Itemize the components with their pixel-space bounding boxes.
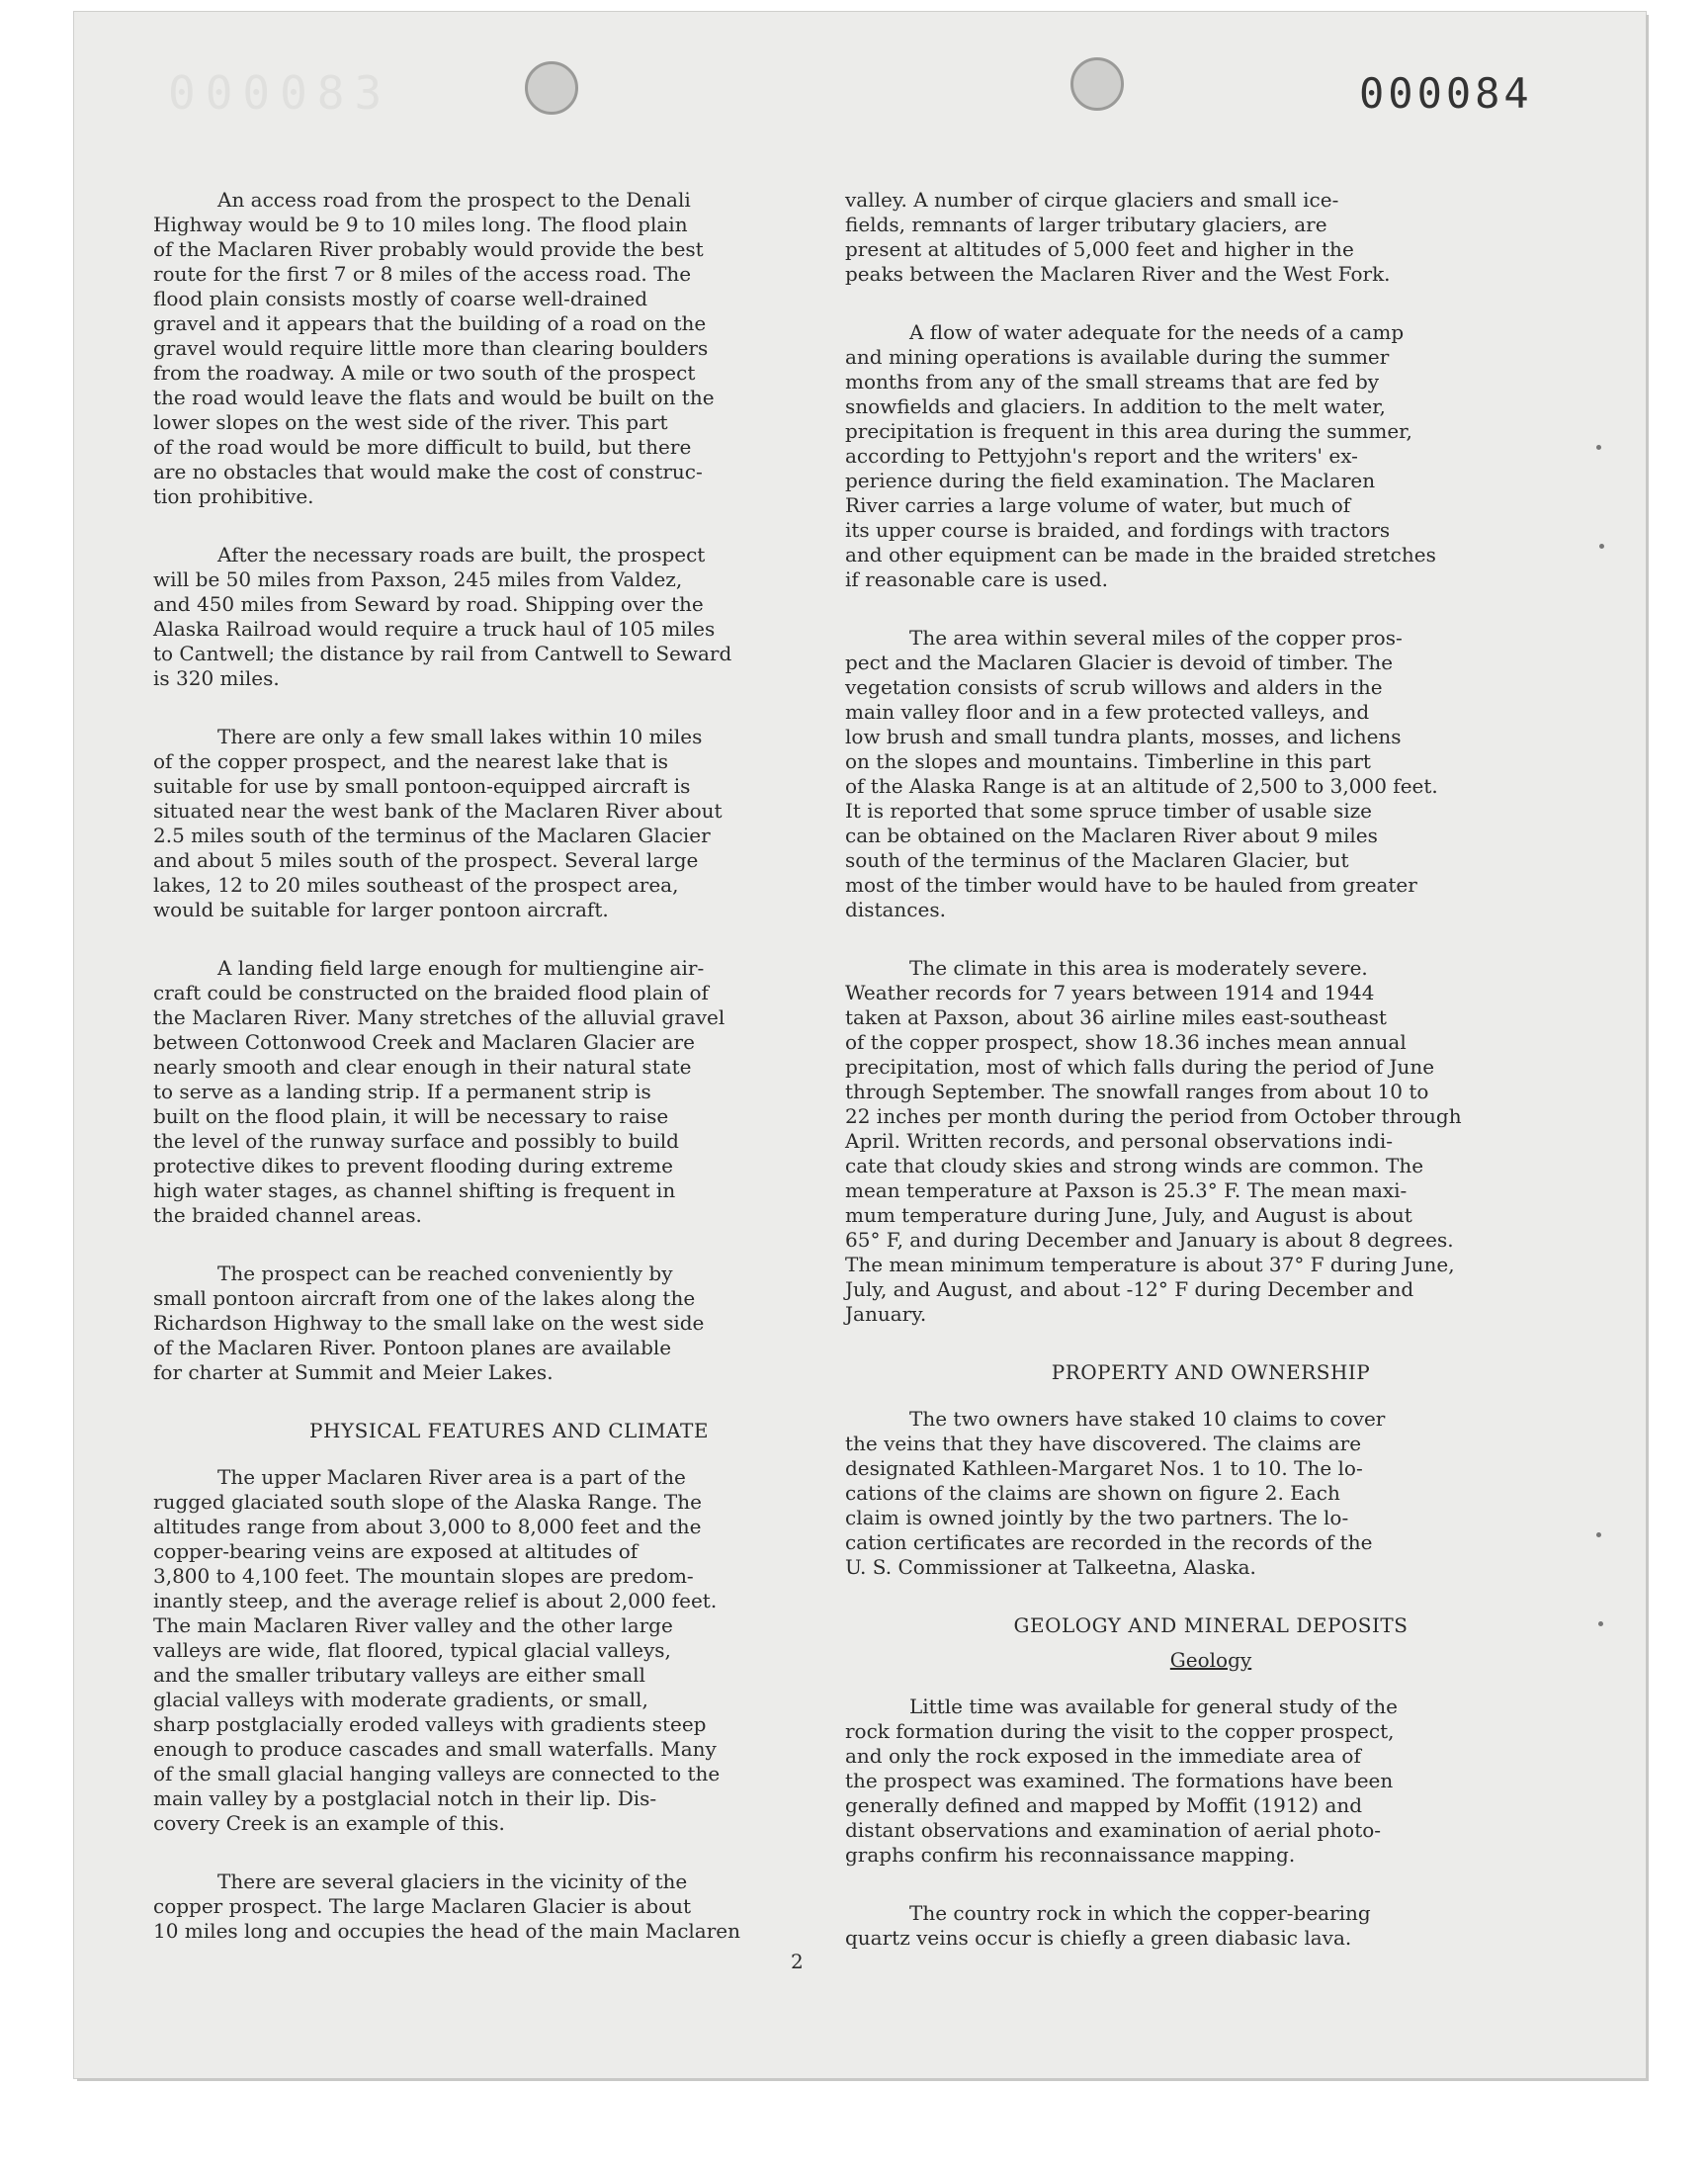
heading-property-ownership: PROPERTY AND OWNERSHIP <box>1051 1360 1371 1384</box>
paragraph-glaciers-continued: valley. A number of cirque glaciers and small ice- fields, remnants of larger tributary glaciers, are present at altitudes of 5,000 feet and higher in the peaks between the Maclaren River and the West Fork. <box>845 188 1391 286</box>
scan-speck <box>1598 1621 1603 1626</box>
paragraph-rock-formation: Little time was available for general study of the rock formation during the visit to the copper prospect, and only the rock exposed in the immediate area of the prospect was examined. The formations have been generally defined and mapped by Moffit (1912) and distant observations and examination of aerial photo- graphs confirm his reconnaissance mapping. <box>845 1695 1399 1867</box>
paragraph-country-rock: The country rock in which the copper-bearing quartz veins occur is chiefly a green diabasic lava. <box>845 1901 1371 1950</box>
paragraph-claims: The two owners have staked 10 claims to cover the veins that they have discovered. The claims are designated Kathleen-Margaret Nos. 1 to 10. The lo- cations of the claims are shown on figure 2. Each claim is owned jointly by the two partners. The lo- cation certificates are recorded in the records of the U. S. Commissioner at Talkeetna, Alaska. <box>845 1407 1386 1579</box>
punch-hole-left <box>525 61 578 115</box>
page-number: 2 <box>791 1950 804 1973</box>
paragraph-pontoon-aircraft: The prospect can be reached conveniently by small pontoon aircraft from one of the lakes along the Richardson Highway to the small lake on the west side of the Maclaren River. Pontoon planes are available for charter at Summit and Meier Lakes. <box>153 1262 705 1384</box>
punch-hole-right <box>1070 57 1124 111</box>
scan-speck <box>1599 544 1604 549</box>
right-column <box>845 188 1577 1984</box>
scan-speck <box>1596 1532 1601 1537</box>
heading-physical-features: PHYSICAL FEATURES AND CLIMATE <box>309 1419 709 1442</box>
paragraph-access-road: An access road from the prospect to the Denali Highway would be 9 to 10 miles long. The flood plain of the Maclaren River probably would provide the best route for the first 7 or 8 miles of the access road. The flood plain consists mostly of coarse well-drained gravel and it appears that the building of a road on the gravel would require little more than clearing boulders from the roadway. A mile or two south of the prospect the road would leave the flats and would be built on the lower slopes on the west side of the river. This part of the road would be more difficult to build, but there are no obstacles that would make the cost of construc- tion prohibitive. <box>153 188 715 508</box>
scan-speck <box>1596 445 1601 450</box>
left-column <box>153 188 865 1977</box>
paragraph-water-supply: A flow of water adequate for the needs of a camp and mining operations is available during the summer months from any of the small streams that are fed by snowfields and glaciers. In addition to the melt water, precipitation is frequent in this area during the summer, according to Pettyjohn's report and the writers' ex- perience during the field examination. The Maclaren River carries a large volume of water, but much of its upper course is braided, and fordings with tractors and other equipment can be made in the braided stretches if reasonable care is used. <box>845 320 1436 591</box>
paragraph-terrain: The upper Maclaren River area is a part of the rugged glaciated south slope of the Alaska Range. The altitudes range from about 3,000 to 8,000 feet and the copper-bearing veins are exposed at altitudes of 3,800 to 4,100 feet. The mountain slopes are predom- inantly steep, and the average relief is about 2,000 feet. The main Maclaren River valley and the other large valleys are wide, flat floored, typical glacial valleys, and the smaller tributary valleys are either small glacial valleys with moderate gradients, or small, sharp postglacially eroded valleys with gradients steep enough to produce cascades and small waterfalls. Many of the small glacial hanging valleys are connected to the main valley by a postglacial notch in their lip. Dis- covery Creek is an example of this. <box>153 1465 721 1835</box>
paragraph-distances: After the necessary roads are built, the prospect will be 50 miles from Paxson, 245 miles from Valdez, and 450 miles from Seward by road. Shipping over the Alaska Railroad would require a truck haul of 105 miles to Cantwell; the distance by rail from Cantwell to Seward is 320 miles. <box>153 543 732 690</box>
document-page <box>74 12 1646 2078</box>
paragraph-glaciers: There are several glaciers in the vicinity of the copper prospect. The large Maclaren Glacier is about 10 miles long and occupies the head of the main Maclaren <box>153 1870 740 1943</box>
subheading-geology: Geology <box>1169 1648 1252 1672</box>
heading-geology-mineral-deposits: GEOLOGY AND MINERAL DEPOSITS <box>1013 1613 1409 1637</box>
paragraph-lakes: There are only a few small lakes within 10 miles of the copper prospect, and the nearest lake that is suitable for use by small pontoon-equipped aircraft is situated near the west bank of the Maclaren River about 2.5 miles south of the terminus of the Maclaren Glacier and about 5 miles south of the prospect. Several large lakes, 12 to 20 miles southeast of the prospect area, would be suitable for larger pontoon aircraft. <box>153 725 723 921</box>
paragraph-climate: The climate in this area is moderately severe. Weather records for 7 years between 1914 and 1944 taken at Paxson, about 36 airline miles east-southeast of the copper prospect, show 18.36 inches mean annual precipitation, most of which falls during the period of June through September. The snowfall ranges from about 10 to 22 inches per month during the period from October through April. Written records, and personal observations indi- cate that cloudy skies and strong winds are common. The mean temperature at Paxson is 25.3° F. The mean maxi- mum temperature during June, July, and August is about 65° F, and during December and January is about 8 degrees. The mean minimum temperature is about 37° F during June, July, and August, and about -12° F during December and January. <box>845 956 1462 1326</box>
paragraph-timber: The area within several miles of the copper pros- pect and the Maclaren Glacier is devoid of timber. The vegetation consists of scrub willows and alders in the main valley floor and in a few protected valleys, and low brush and small tundra plants, mosses, and lichens on the slopes and mountains. Timberline in this part of the Alaska Range is at an altitude of 2,500 to 3,000 feet. It is reported that some spruce timber of usable size can be obtained on the Maclaren River about 9 miles south of the terminus of the Maclaren Glacier, but most of the timber would have to be hauled from greater distances. <box>845 626 1438 921</box>
paragraph-landing-field: A landing field large enough for multiengine air- craft could be constructed on the braided flood plain of the Maclaren River. Many stretches of the alluvial gravel between Cottonwood Creek and Maclaren Glacier are nearly smooth and clear enough in their natural state to serve as a landing strip. If a permanent strip is built on the flood plain, it will be necessary to raise the level of the runway surface and possibly to build protective dikes to prevent flooding during extreme high water stages, as channel shifting is frequent in the braided channel areas. <box>153 956 726 1227</box>
document-number: 000084 <box>1359 69 1533 118</box>
bleed-through-number: 000083 <box>168 66 392 120</box>
